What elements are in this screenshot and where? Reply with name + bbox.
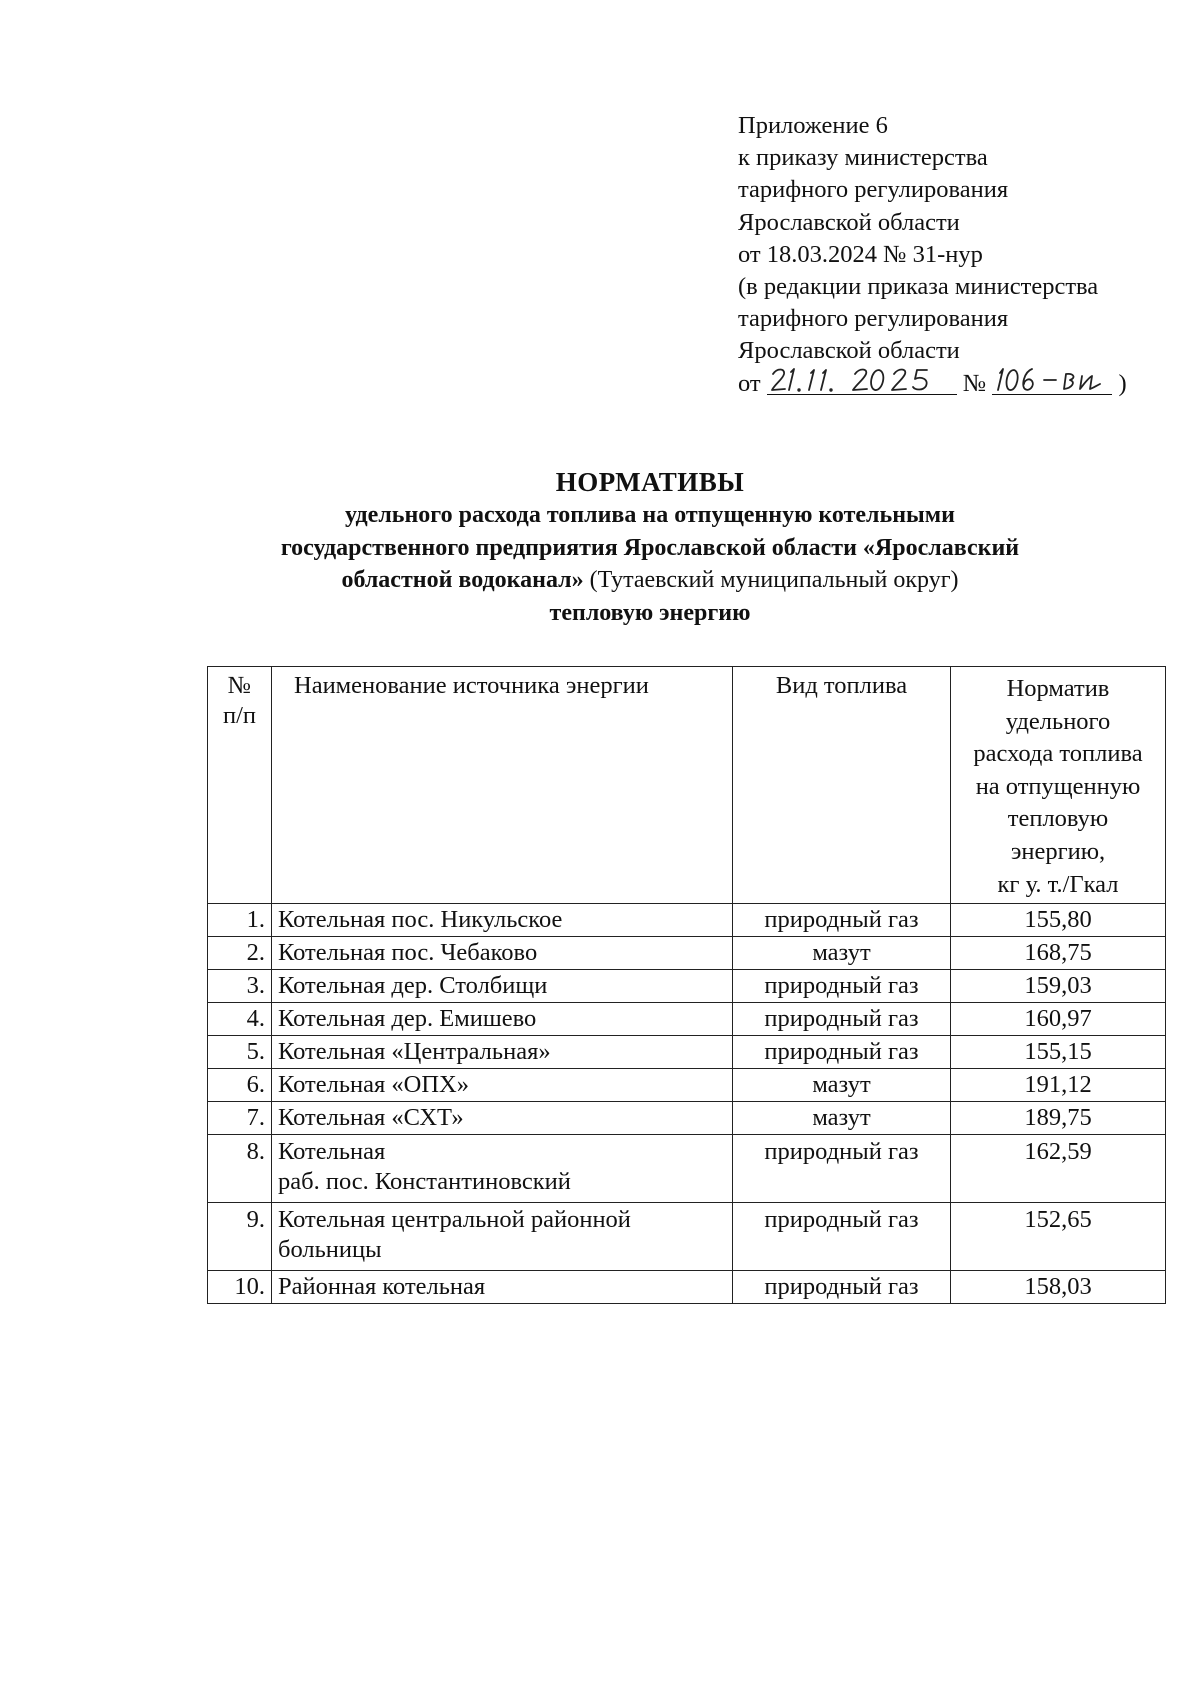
row-name-line: Котельная: [278, 1138, 386, 1166]
title-line-bold: областной водоканал»: [341, 567, 584, 593]
row-fuel: мазут: [733, 1102, 951, 1135]
row-name: Котельная «СХТ»: [272, 1102, 733, 1135]
title-line: [150, 564, 1150, 597]
row-value: 159,03: [951, 970, 1166, 1003]
row-name: Котельная пос. Чебаково: [272, 937, 733, 970]
handwritten-date: [767, 368, 957, 395]
table-header-row: [208, 667, 1166, 904]
amendment-prefix: от: [738, 369, 761, 397]
row-fuel: природный газ: [733, 1003, 951, 1036]
amendment-close: ): [1118, 369, 1127, 397]
row-fuel: природный газ: [733, 1271, 951, 1304]
table-row: [208, 937, 1166, 970]
row-fuel: мазут: [733, 1069, 951, 1102]
table-row: [208, 970, 1166, 1003]
row-value: 168,75: [951, 937, 1166, 970]
title-line-normal: (Тутаевский муниципальный округ): [583, 567, 959, 593]
row-name-line: Котельная центральной районной: [278, 1206, 631, 1234]
appendix-line: тарифного регулирования: [738, 176, 1009, 204]
row-name: Котельная пос. Никульское: [272, 904, 733, 937]
table-row: [208, 1003, 1166, 1036]
header-num: [208, 667, 272, 904]
header-norm-line: удельного: [1005, 707, 1111, 735]
amendment-number-sign: №: [962, 369, 987, 397]
row-name: Районная котельная: [272, 1271, 733, 1304]
appendix-line: Ярославской области: [738, 208, 960, 236]
title-main: НОРМАТИВЫ: [555, 467, 745, 497]
table-row: [208, 904, 1166, 937]
row-num: 1.: [208, 904, 272, 937]
appendix-line: Ярославской области: [738, 337, 960, 365]
row-value: 155,80: [951, 904, 1166, 937]
handwritten-number: [992, 368, 1112, 395]
header-num-line: №: [227, 672, 252, 699]
row-fuel: природный газ: [733, 904, 951, 937]
appendix-line: к приказу министерства: [738, 144, 988, 172]
header-norm-line: энергию,: [1010, 837, 1106, 865]
row-name: [272, 1203, 733, 1271]
table-row: [208, 1102, 1166, 1135]
appendix-block: [738, 110, 1178, 400]
table-row: [208, 1069, 1166, 1102]
table-row: [208, 1135, 1166, 1203]
header-norm-line: на отпущенную: [975, 772, 1141, 800]
handwritten-number-signature: [992, 362, 1112, 396]
row-name: Котельная «ОПХ»: [272, 1069, 733, 1102]
row-name: Котельная «Центральная»: [272, 1036, 733, 1069]
table-row: [208, 1203, 1166, 1271]
header-norm: [951, 667, 1166, 904]
row-value: 158,03: [951, 1271, 1166, 1304]
row-fuel: природный газ: [733, 1135, 951, 1203]
header-norm-line: тепловую: [1007, 805, 1109, 833]
row-num: 10.: [208, 1271, 272, 1304]
row-name: Котельная дер. Столбищи: [272, 970, 733, 1003]
header-norm-line: Норматив: [1006, 675, 1110, 702]
row-name-line: раб. пос. Константиновский: [278, 1168, 571, 1196]
row-num: 2.: [208, 937, 272, 970]
table-row: [208, 1271, 1166, 1304]
row-num: 6.: [208, 1069, 272, 1102]
header-norm-line: кг у. т./Гкал: [997, 870, 1119, 898]
row-name: [272, 1135, 733, 1203]
row-num: 5.: [208, 1036, 272, 1069]
row-fuel: природный газ: [733, 1203, 951, 1271]
row-fuel: природный газ: [733, 970, 951, 1003]
document-title: [150, 465, 1150, 629]
header-fuel: Вид топлива: [733, 667, 951, 904]
row-num: 8.: [208, 1135, 272, 1203]
row-value: 160,97: [951, 1003, 1166, 1036]
header-num-line: п/п: [222, 702, 257, 729]
appendix-line: (в редакции приказа министерства: [738, 273, 1099, 301]
title-line: удельного расхода топлива на отпущенную котельными: [345, 502, 955, 528]
row-fuel: мазут: [733, 937, 951, 970]
row-num: 4.: [208, 1003, 272, 1036]
amendment-line: [738, 368, 1178, 400]
row-value: 152,65: [951, 1203, 1166, 1271]
row-num: 7.: [208, 1102, 272, 1135]
row-value: 162,59: [951, 1135, 1166, 1203]
appendix-line: Приложение 6: [738, 112, 888, 139]
header-name: Наименование источника энергии: [272, 667, 733, 904]
appendix-line: от 18.03.2024 № 31-нур: [738, 240, 983, 268]
row-name: Котельная дер. Емишево: [272, 1003, 733, 1036]
header-norm-line: расхода топлива: [973, 740, 1143, 768]
row-value: 191,12: [951, 1069, 1166, 1102]
row-name-line: больницы: [278, 1236, 382, 1264]
norms-table: [207, 666, 1166, 1304]
row-value: 189,75: [951, 1102, 1166, 1135]
row-fuel: природный газ: [733, 1036, 951, 1069]
row-value: 155,15: [951, 1036, 1166, 1069]
row-num: 3.: [208, 970, 272, 1003]
title-line: государственного предприятия Ярославской области «Ярославский: [280, 534, 1020, 561]
handwritten-date-signature: [767, 362, 957, 396]
table-row: [208, 1036, 1166, 1069]
row-num: 9.: [208, 1203, 272, 1271]
appendix-line: тарифного регулирования: [738, 305, 1009, 333]
title-line: тепловую энергию: [549, 599, 751, 626]
